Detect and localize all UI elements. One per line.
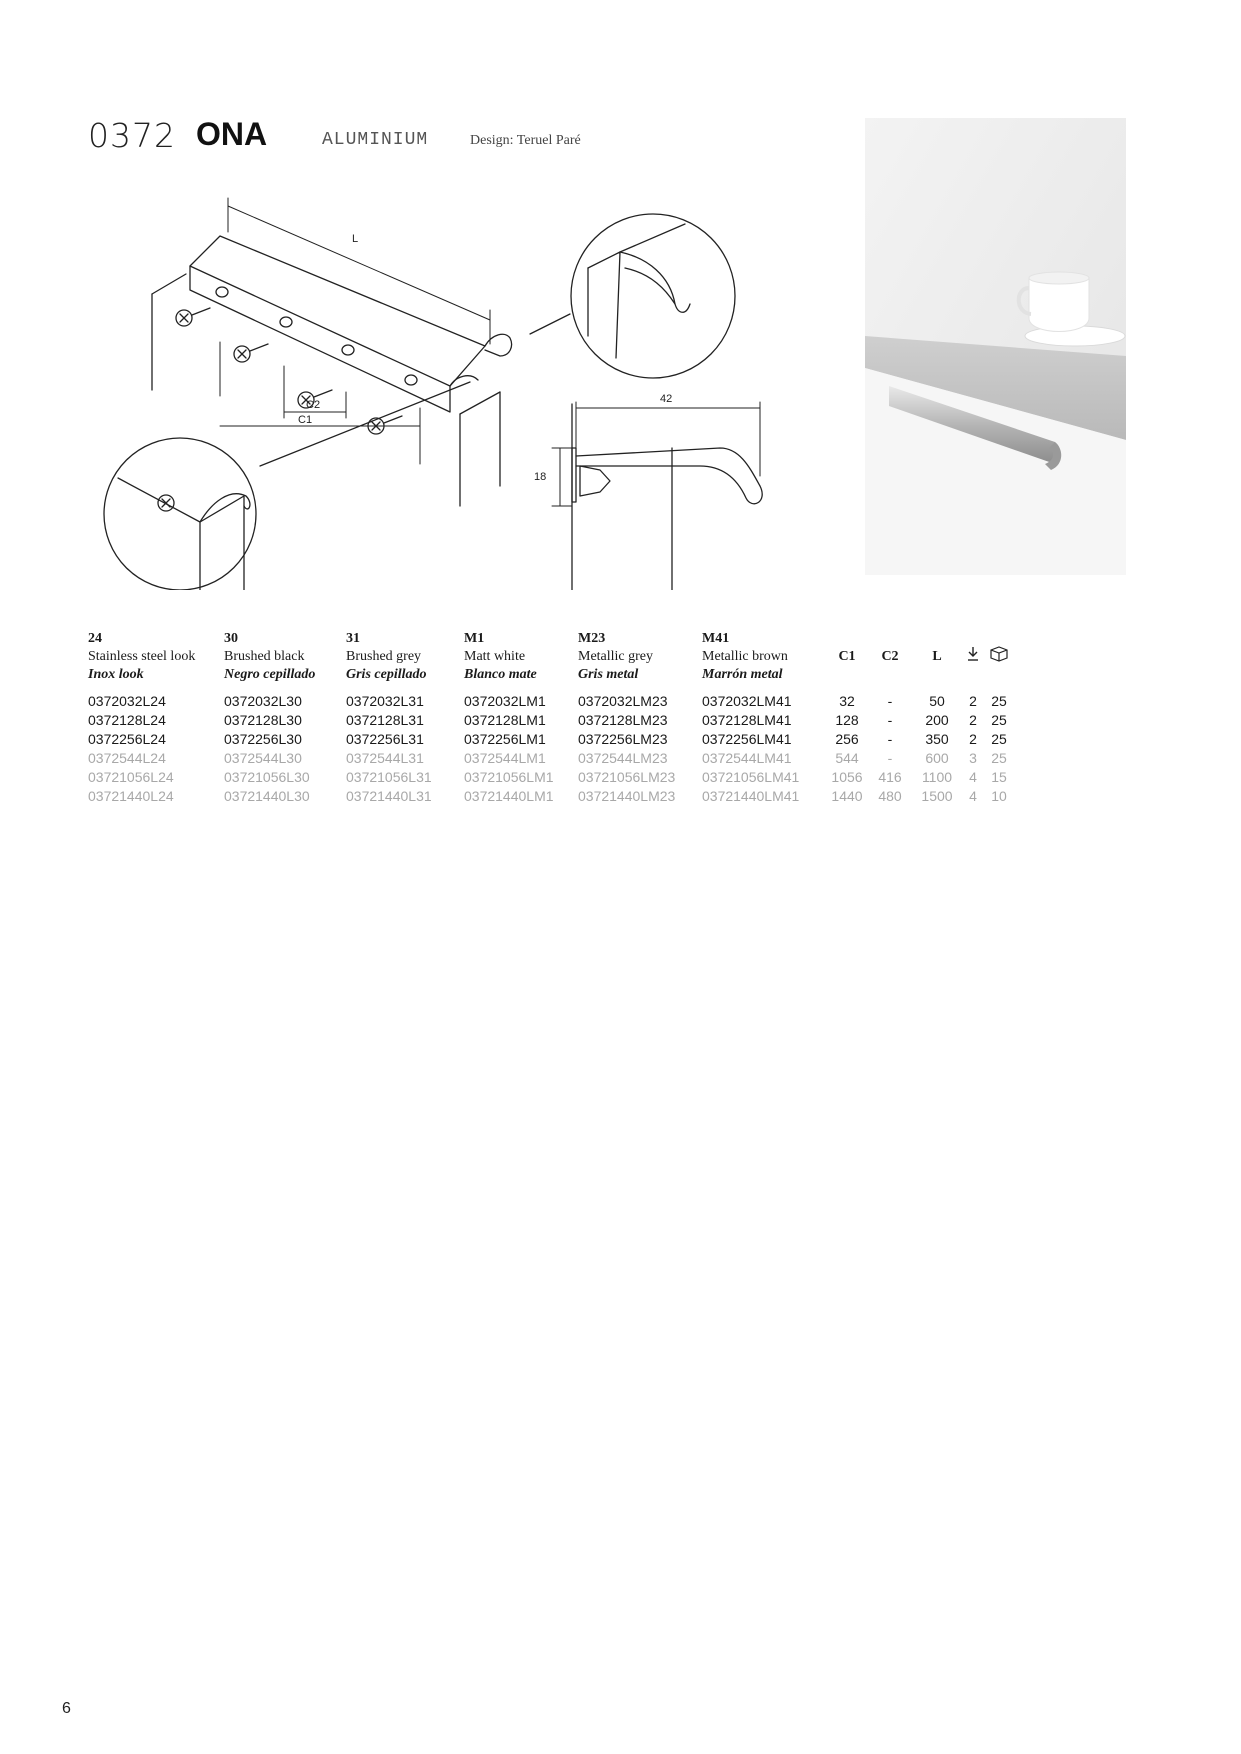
- technical-drawing: [100, 186, 770, 590]
- screw-pack-icon: [962, 630, 984, 692]
- finish-header-m23: M23 Metallic grey Gris metal: [578, 631, 654, 682]
- product-designer: Design: Teruel Paré: [470, 133, 581, 148]
- reference-cell: 0372256LM41: [702, 731, 792, 747]
- c1-cell: 256: [835, 731, 859, 747]
- reference-cell: 0372128LM41: [702, 712, 792, 728]
- c2-cell: 416: [878, 769, 902, 785]
- reference-cell: 03721440L31: [346, 788, 432, 804]
- product-table: [88, 630, 1014, 806]
- box-icon: [984, 630, 1014, 692]
- dimension-42: [576, 402, 760, 476]
- screws-cell: 2: [969, 712, 977, 728]
- length-cell: 1500: [921, 788, 953, 804]
- table-row: [88, 692, 1014, 711]
- reference-cell: 03721056LM1: [464, 769, 554, 785]
- reference-cell: 0372128LM1: [464, 712, 546, 728]
- detail-circle-top: [530, 214, 735, 378]
- c1-cell: 544: [835, 750, 859, 766]
- reference-cell: 03721440L30: [224, 788, 310, 804]
- reference-cell: 03721056L30: [224, 769, 310, 785]
- reference-cell: 0372544L24: [88, 750, 166, 766]
- screws-cell: 4: [969, 769, 977, 785]
- dim-label-C1: C1: [298, 414, 313, 426]
- reference-cell: 03721440LM41: [702, 788, 800, 804]
- reference-cell: 0372128L24: [88, 712, 166, 728]
- reference-cell: 03721440LM23: [578, 788, 676, 804]
- dim-label-L: L: [352, 233, 359, 245]
- c1-cell: 32: [839, 693, 855, 709]
- reference-cell: 0372544LM41: [702, 750, 792, 766]
- length-cell: 50: [929, 693, 945, 709]
- reference-cell: 0372544LM23: [578, 750, 668, 766]
- cabinet-panel: [152, 274, 500, 506]
- table-row: [88, 711, 1014, 730]
- reference-cell: 03721056LM41: [702, 769, 800, 785]
- dim-label-C2: C2: [306, 399, 321, 411]
- reference-cell: 03721440L24: [88, 788, 174, 804]
- box-qty-cell: 25: [991, 693, 1007, 709]
- box-qty-cell: 10: [991, 788, 1007, 804]
- reference-cell: 03721440LM1: [464, 788, 554, 804]
- reference-cell: 0372032LM41: [702, 693, 792, 709]
- dim-header-c1: C1: [838, 649, 856, 664]
- reference-cell: 0372032LM1: [464, 693, 546, 709]
- table-row: [88, 768, 1014, 787]
- reference-cell: 0372544L31: [346, 750, 424, 766]
- table-row: [88, 749, 1014, 768]
- product-code: 0372: [88, 116, 176, 155]
- c2-cell: -: [887, 712, 893, 728]
- finish-header-m41: M41 Metallic brown Marrón metal: [702, 631, 788, 682]
- reference-cell: 0372256LM23: [578, 731, 668, 747]
- product-photo: [865, 118, 1126, 575]
- c2-cell: -: [887, 750, 893, 766]
- reference-cell: 0372032LM23: [578, 693, 668, 709]
- reference-cell: 0372256L24: [88, 731, 166, 747]
- dimension-18: [552, 448, 572, 506]
- side-profile: [572, 404, 762, 590]
- reference-cell: 0372256L31: [346, 731, 424, 747]
- reference-cell: 0372032L31: [346, 693, 424, 709]
- reference-cell: 03721056L31: [346, 769, 432, 785]
- box-qty-cell: 25: [991, 750, 1007, 766]
- reference-cell: 0372032L30: [224, 693, 302, 709]
- c2-cell: -: [887, 693, 893, 709]
- dim-header-l: L: [932, 649, 942, 664]
- c2-cell: 480: [878, 788, 902, 804]
- handle-body: [190, 236, 512, 412]
- mounting-holes: [216, 287, 417, 385]
- finish-header-31: 31 Brushed grey Gris cepillado: [346, 631, 427, 682]
- finish-header-m1: M1 Matt white Blanco mate: [464, 631, 537, 682]
- length-cell: 600: [925, 750, 949, 766]
- c1-cell: 128: [835, 712, 859, 728]
- dim-label-42: 42: [660, 393, 673, 405]
- product-name: ONA: [196, 116, 268, 152]
- reference-cell: 0372032L24: [88, 693, 166, 709]
- length-cell: 350: [925, 731, 949, 747]
- reference-cell: 03721056LM23: [578, 769, 676, 785]
- dimension-L: [228, 198, 490, 344]
- dim-header-c2: C2: [881, 649, 899, 664]
- c2-cell: -: [887, 731, 893, 747]
- box-qty-cell: 25: [991, 731, 1007, 747]
- screws-cell: 2: [969, 731, 977, 747]
- box-qty-cell: 15: [991, 769, 1007, 785]
- reference-cell: 0372128L31: [346, 712, 424, 728]
- finish-header-24: 24 Stainless steel look Inox look: [88, 631, 196, 682]
- dim-label-18: 18: [534, 471, 547, 483]
- box-qty-cell: 25: [991, 712, 1007, 728]
- product-material: ALUMINIUM: [322, 130, 429, 150]
- c1-cell: 1056: [831, 769, 863, 785]
- screws-cell: 2: [969, 693, 977, 709]
- reference-cell: 0372128LM23: [578, 712, 668, 728]
- finish-header-30: 30 Brushed black Negro cepillado: [224, 631, 316, 682]
- reference-cell: 0372544LM1: [464, 750, 546, 766]
- reference-cell: 0372544L30: [224, 750, 302, 766]
- detail-circle-bottom: [104, 382, 470, 590]
- reference-cell: 0372128L30: [224, 712, 302, 728]
- table-row: [88, 730, 1014, 749]
- screws-cell: 4: [969, 788, 977, 804]
- c1-cell: 1440: [831, 788, 863, 804]
- table-row: [88, 787, 1014, 806]
- table-header-row: [88, 630, 1014, 692]
- reference-cell: 0372256LM1: [464, 731, 546, 747]
- length-cell: 1100: [921, 769, 953, 785]
- reference-cell: 0372256L30: [224, 731, 302, 747]
- length-cell: 200: [925, 712, 949, 728]
- reference-cell: 03721056L24: [88, 769, 174, 785]
- page-number: 6: [62, 1700, 71, 1717]
- screws-cell: 3: [969, 750, 977, 766]
